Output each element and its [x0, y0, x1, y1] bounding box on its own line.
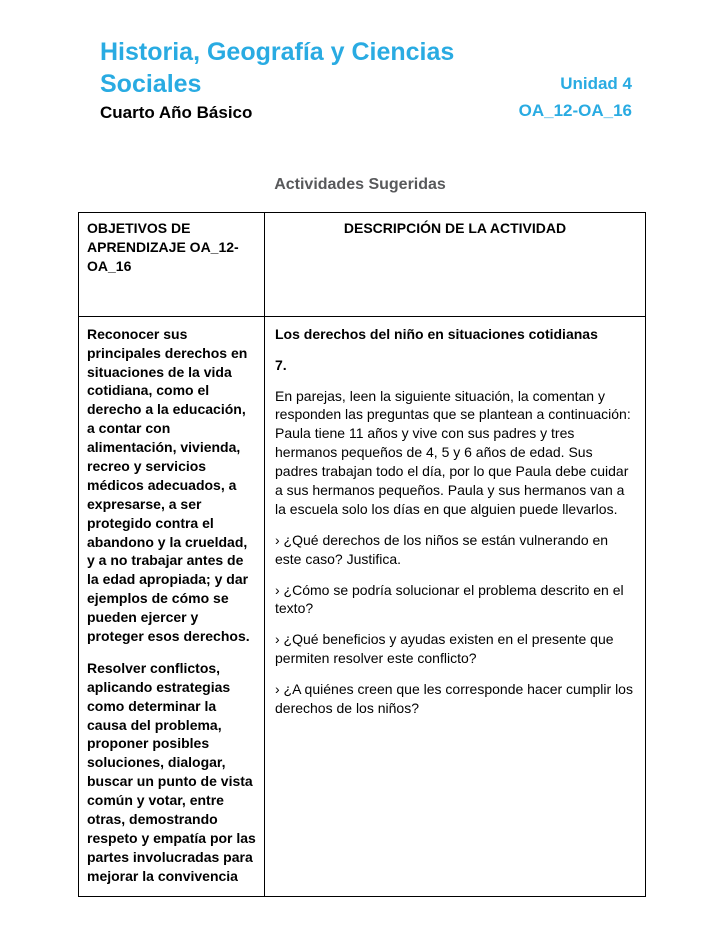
section-title: Actividades Sugeridas: [274, 176, 446, 194]
table-body-row: [79, 316, 646, 896]
description-column-header: DESCRIPCIÓN DE LA ACTIVIDAD: [265, 213, 646, 317]
activity-question: › ¿Cómo se podría solucionar el problema descrito en el texto?: [275, 581, 624, 617]
activity-heading: Los derechos del niño en situaciones cotidianas: [275, 325, 598, 342]
activity-intro: En parejas, leen la siguiente situación, la comentan y responden las preguntas que se plantean a continuación: Paula tiene 11 años y vive con sus padres y tres hermanos pequeños de 4, 5 y 6 años de edad. Sus padres trabajan todo el día, por lo que Paula debe cuidar a sus hermanos pequeños. Paula y sus hermanos van a la escuela solo los días en que alguien puede llevarlos.: [275, 387, 631, 517]
activity-question: › ¿Qué derechos de los niños se están vulnerando en este caso? Justifica.: [275, 531, 609, 567]
document-header: [0, 36, 720, 124]
objectives-cell: [79, 316, 265, 896]
unit-label: Unidad 4: [560, 74, 632, 94]
objective-paragraph: Reconocer sus principales derechos en situaciones de la vida cotidiana, como el derecho a la educación, a contar con alimentación, vivienda, recreo y servicios médicos adecuados, a expresarse, a ser protegido contra el abandono y la crueldad, y a no trabajar antes de la edad apropiada; y dar ejemplos de cómo se pueden ejercer y proteger esos derechos.: [87, 325, 250, 645]
oa-code: OA_12-OA_16: [518, 100, 632, 120]
grade-level: Cuarto Año Básico: [100, 103, 253, 122]
activity-number: 7.: [275, 356, 287, 373]
activity-question: › ¿Qué beneficios y ayudas existen en el presente que permiten resolver este conflicto?: [275, 631, 614, 667]
table-header-row: [79, 213, 646, 317]
activity-question: › ¿A quiénes creen que les corresponde hacer cumplir los derechos de los niños?: [275, 681, 633, 717]
activity-cell: [265, 316, 646, 896]
activities-table: [78, 212, 646, 897]
header-unit-block: [519, 71, 632, 124]
header-title-block: [100, 36, 510, 124]
objective-paragraph: Resolver conflictos, aplicando estrategias como determinar la causa del problema, proponer posibles soluciones, dialogar, buscar un punto de vista común y votar, entre otras, demostrando respeto y empatía por las partes involucradas para mejorar la convivencia: [87, 659, 256, 884]
course-title: Historia, Geografía y Ciencias Sociales: [100, 38, 455, 98]
objectives-column-header: OBJETIVOS DE APRENDIZAJE OA_12-OA_16: [79, 213, 265, 317]
